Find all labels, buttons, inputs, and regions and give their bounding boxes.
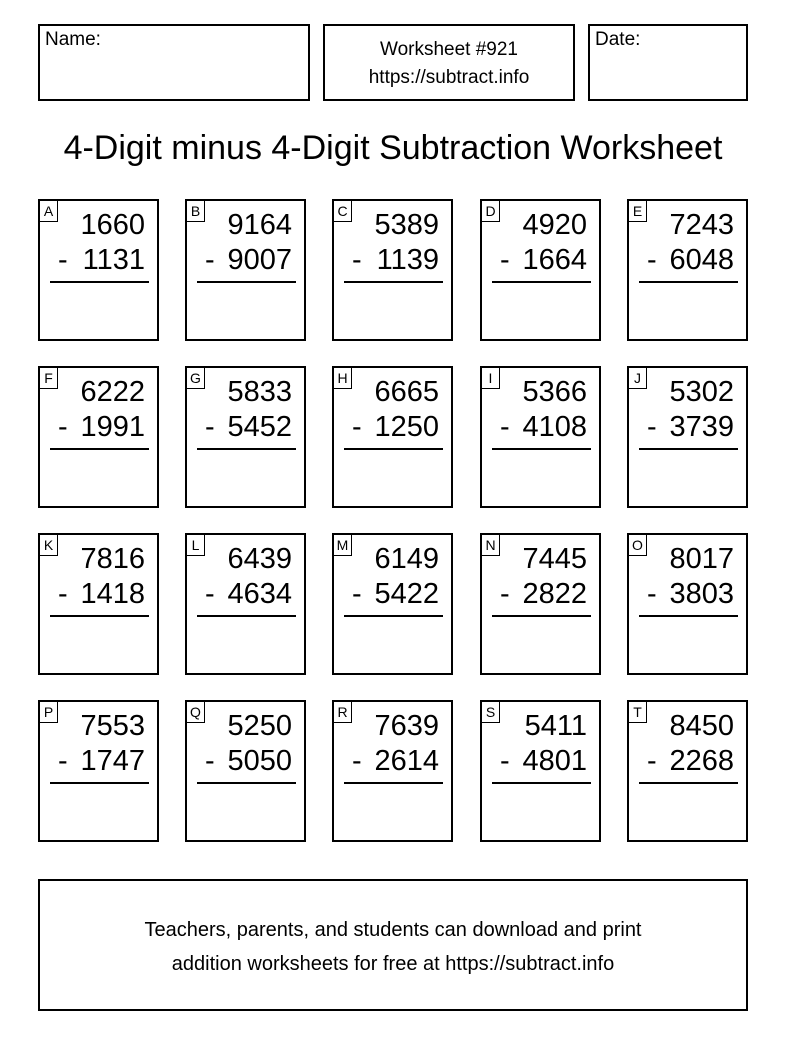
minuend: 8017: [669, 543, 734, 575]
minus-sign: -: [647, 411, 657, 443]
problem-e[interactable]: [627, 199, 748, 341]
answer-line: [50, 281, 149, 283]
answer-line: [344, 782, 443, 784]
subtrahend-row: [342, 410, 439, 444]
answer-line: [639, 281, 738, 283]
subtrahend-row: [195, 243, 292, 277]
problem-letter: F: [39, 367, 58, 389]
problem-letter: J: [628, 367, 647, 389]
subtrahend: 2614: [374, 745, 439, 777]
minuend: 5366: [522, 376, 587, 408]
minuend: 5389: [374, 209, 439, 241]
problem-letter: G: [186, 367, 205, 389]
minus-sign: -: [205, 411, 215, 443]
subtrahend: 1747: [80, 745, 145, 777]
minuend: 4920: [522, 209, 587, 241]
subtrahend: 3739: [669, 411, 734, 443]
minus-sign: -: [205, 578, 215, 610]
problem-i[interactable]: [480, 366, 601, 508]
problem-p[interactable]: [38, 700, 159, 842]
problem-t[interactable]: [627, 700, 748, 842]
answer-line: [639, 782, 738, 784]
minuend: 7553: [80, 710, 145, 742]
problem-g[interactable]: [185, 366, 306, 508]
problem-o[interactable]: [627, 533, 748, 675]
subtrahend: 6048: [669, 244, 734, 276]
problem-letter: N: [481, 534, 500, 556]
answer-line: [492, 615, 591, 617]
minus-sign: -: [352, 411, 362, 443]
minus-sign: -: [500, 578, 510, 610]
minus-sign: -: [352, 578, 362, 610]
problem-letter: R: [333, 701, 352, 723]
problem-letter: I: [481, 367, 500, 389]
problem-c[interactable]: [332, 199, 453, 341]
subtrahend: 1991: [80, 411, 145, 443]
minus-sign: -: [500, 244, 510, 276]
minuend: 6222: [80, 376, 145, 408]
problem-letter: H: [333, 367, 352, 389]
minuend: 7639: [374, 710, 439, 742]
name-label: Name:: [45, 29, 101, 50]
subtrahend-row: [342, 744, 439, 778]
problem-letter: B: [186, 200, 205, 222]
problem-n[interactable]: [480, 533, 601, 675]
answer-line: [50, 782, 149, 784]
subtrahend: 5050: [227, 745, 292, 777]
minuend: 7816: [80, 543, 145, 575]
answer-line: [50, 448, 149, 450]
problem-f[interactable]: [38, 366, 159, 508]
problem-k[interactable]: [38, 533, 159, 675]
problem-letter: K: [39, 534, 58, 556]
subtrahend: 9007: [227, 244, 292, 276]
problem-s[interactable]: [480, 700, 601, 842]
subtrahend: 1139: [376, 244, 439, 276]
minuend: 7243: [669, 209, 734, 241]
problem-q[interactable]: [185, 700, 306, 842]
subtrahend-row: [490, 577, 587, 611]
footer-box: [38, 879, 748, 1011]
problem-letter: P: [39, 701, 58, 723]
minus-sign: -: [205, 745, 215, 777]
problem-letter: E: [628, 200, 647, 222]
subtrahend-row: [490, 243, 587, 277]
subtrahend: 2822: [522, 578, 587, 610]
problem-h[interactable]: [332, 366, 453, 508]
subtrahend: 3803: [669, 578, 734, 610]
problem-letter: O: [628, 534, 647, 556]
subtrahend: 4108: [522, 411, 587, 443]
answer-line: [197, 615, 296, 617]
subtrahend: 1418: [80, 578, 145, 610]
problem-j[interactable]: [627, 366, 748, 508]
subtrahend-row: [48, 410, 145, 444]
minus-sign: -: [352, 244, 362, 276]
subtrahend: 2268: [669, 745, 734, 777]
subtrahend: 1664: [522, 244, 587, 276]
problem-letter: C: [333, 200, 352, 222]
problem-letter: T: [628, 701, 647, 723]
answer-line: [344, 615, 443, 617]
page-title: 4-Digit minus 4-Digit Subtraction Worksheet: [63, 129, 723, 167]
subtrahend-row: [195, 577, 292, 611]
problem-letter: D: [481, 200, 500, 222]
minus-sign: -: [58, 244, 68, 276]
minuend: 8450: [669, 710, 734, 742]
minuend: 7445: [522, 543, 587, 575]
date-label: Date:: [595, 29, 641, 50]
problem-letter: S: [481, 701, 500, 723]
minus-sign: -: [205, 244, 215, 276]
subtrahend-row: [490, 410, 587, 444]
subtrahend-row: [637, 744, 734, 778]
problem-letter: M: [333, 534, 352, 556]
minuend: 6439: [227, 543, 292, 575]
subtrahend: 1250: [374, 411, 439, 443]
minus-sign: -: [500, 745, 510, 777]
minus-sign: -: [647, 578, 657, 610]
problem-b[interactable]: [185, 199, 306, 341]
minus-sign: -: [58, 578, 68, 610]
problem-letter: A: [39, 200, 58, 222]
answer-line: [639, 448, 738, 450]
minuend: 6665: [374, 376, 439, 408]
answer-line: [197, 448, 296, 450]
problem-letter: Q: [186, 701, 205, 723]
subtrahend-row: [637, 243, 734, 277]
answer-line: [492, 448, 591, 450]
footer-line-1: Teachers, parents, and students can download and print: [144, 919, 642, 941]
answer-line: [50, 615, 149, 617]
minuend: 5833: [227, 376, 292, 408]
minuend: 9164: [227, 209, 292, 241]
minuend: 6149: [374, 543, 439, 575]
subtrahend-row: [48, 744, 145, 778]
subtrahend: 5422: [374, 578, 439, 610]
answer-line: [639, 615, 738, 617]
subtrahend-row: [342, 577, 439, 611]
minuend: 5411: [524, 710, 587, 742]
footer-line-2: addition worksheets for free at https://subtract.info: [171, 953, 615, 975]
problem-letter: L: [186, 534, 205, 556]
subtrahend-row: [48, 243, 145, 277]
subtrahend-row: [195, 744, 292, 778]
subtrahend-row: [195, 410, 292, 444]
subtrahend-row: [490, 744, 587, 778]
minuend: 5250: [227, 710, 292, 742]
answer-line: [492, 782, 591, 784]
problem-l[interactable]: [185, 533, 306, 675]
minuend: 1660: [80, 209, 145, 241]
problem-a[interactable]: [38, 199, 159, 341]
minuend: 5302: [669, 376, 734, 408]
subtrahend-row: [342, 243, 439, 277]
minus-sign: -: [500, 411, 510, 443]
subtrahend-row: [637, 577, 734, 611]
subtrahend: 4634: [227, 578, 292, 610]
minus-sign: -: [647, 745, 657, 777]
subtrahend: 5452: [227, 411, 292, 443]
problem-r[interactable]: [332, 700, 453, 842]
subtrahend: 1131: [82, 244, 145, 276]
answer-line: [344, 281, 443, 283]
answer-line: [197, 281, 296, 283]
answer-line: [197, 782, 296, 784]
minus-sign: -: [352, 745, 362, 777]
problem-m[interactable]: [332, 533, 453, 675]
subtrahend-row: [48, 577, 145, 611]
problem-d[interactable]: [480, 199, 601, 341]
worksheet-number: Worksheet #921: [379, 39, 518, 60]
minus-sign: -: [58, 745, 68, 777]
minus-sign: -: [647, 244, 657, 276]
subtrahend-row: [637, 410, 734, 444]
answer-line: [492, 281, 591, 283]
worksheet-url: https://subtract.info: [368, 67, 530, 88]
subtrahend: 4801: [522, 745, 587, 777]
answer-line: [344, 448, 443, 450]
minus-sign: -: [58, 411, 68, 443]
